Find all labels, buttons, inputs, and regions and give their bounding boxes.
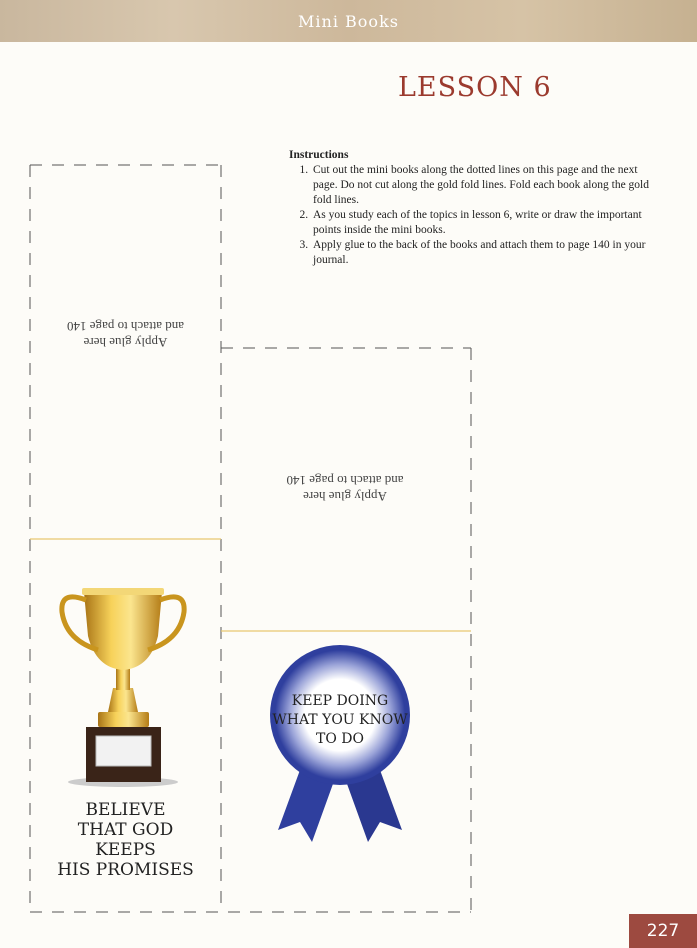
instruction-step: 2. As you study each of the topics in lesson 6, write or draw the important points inside the mini books. xyxy=(311,208,661,238)
cover-line: KEEPS xyxy=(95,840,156,860)
trophy-icon xyxy=(62,588,184,787)
cover-line: THAT GOD xyxy=(77,820,174,840)
glue-line: and attach to page 140 xyxy=(67,319,184,334)
page-number: 227 xyxy=(629,914,697,948)
cover-line: KEEP DOING xyxy=(291,693,389,709)
book1-cover-text xyxy=(30,800,221,880)
book2-glue-instructions xyxy=(245,472,445,504)
instruction-step: 3. Apply glue to the back of the books and attach them to page 140 in your journal. xyxy=(311,238,661,268)
book1-glue-instructions xyxy=(38,318,213,350)
lesson-title: LESSON 6 xyxy=(398,72,552,103)
glue-line: Apply glue here xyxy=(83,335,168,350)
instructions-heading: Instructions xyxy=(289,149,349,161)
cover-line: WHAT YOU KNOW xyxy=(272,712,408,728)
book2-cover-text xyxy=(258,692,422,749)
cover-line: BELIEVE xyxy=(85,800,166,820)
cover-line: HIS PROMISES xyxy=(57,860,194,880)
glue-line: Apply glue here xyxy=(303,489,387,504)
header-title: Mini Books xyxy=(298,12,399,31)
glue-line: and attach to page 140 xyxy=(286,473,404,488)
cover-line: TO DO xyxy=(316,731,364,747)
instruction-step: 1. Cut out the mini books along the dotted lines on this page and the next page. Do not cut along the gold fold lines. Fold each book along the gold fold lines. xyxy=(311,163,661,208)
